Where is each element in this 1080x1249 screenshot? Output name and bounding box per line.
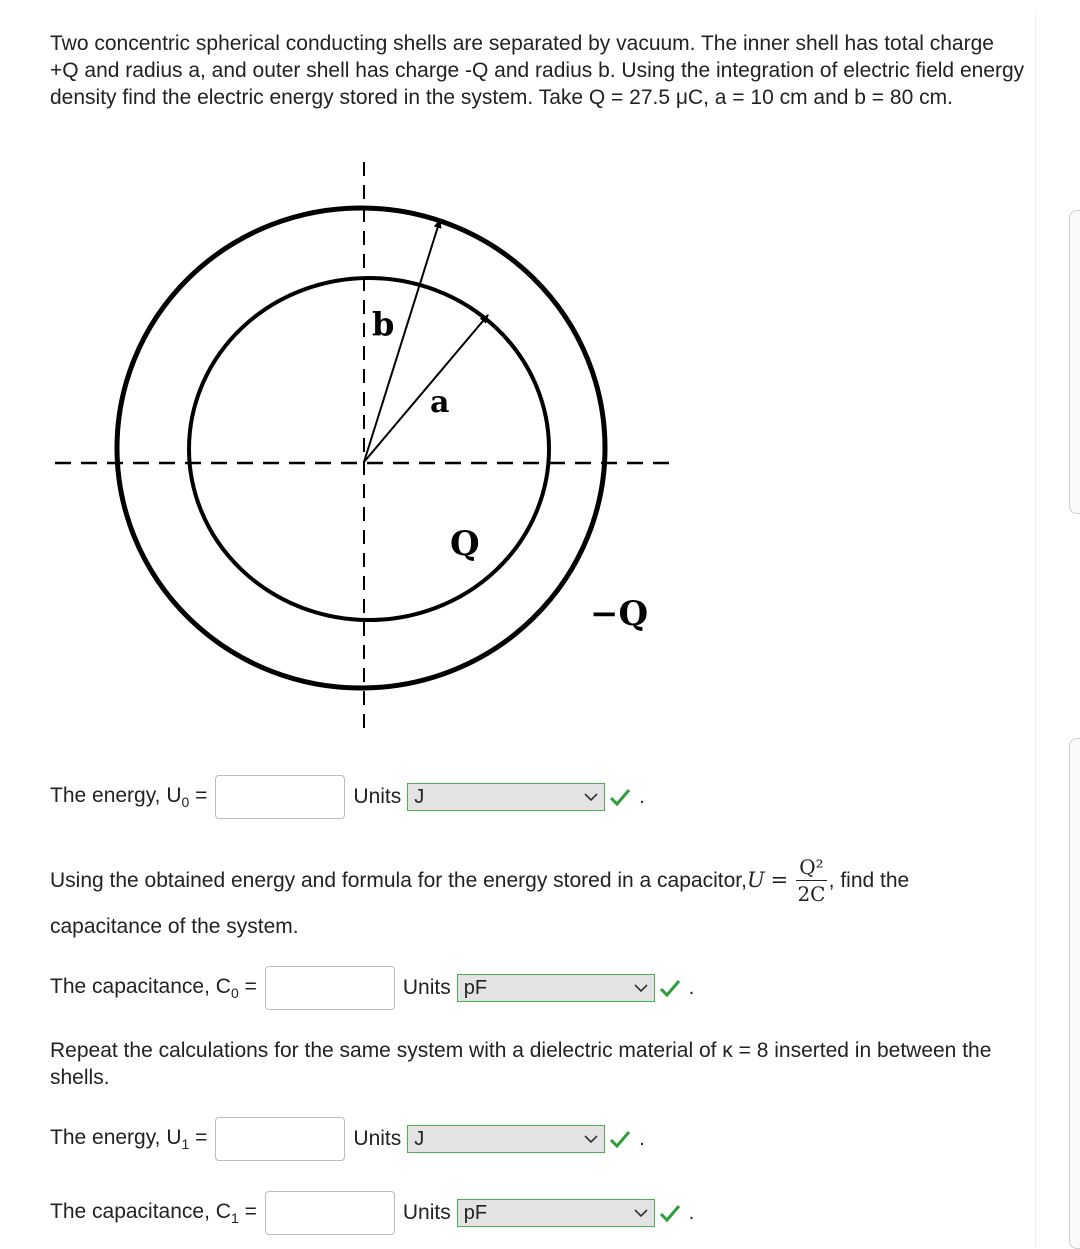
c0-input[interactable] bbox=[265, 966, 395, 1010]
c0-label: The capacitance, $C_0$ = bbox=[50, 974, 257, 1002]
answer-row-c0 bbox=[50, 964, 694, 1012]
check-icon bbox=[659, 978, 681, 998]
sentence-period: . bbox=[688, 1201, 695, 1224]
c1-unit-value: pF bbox=[463, 1201, 488, 1224]
c0-units-label: Units bbox=[402, 976, 451, 999]
sentence-period: . bbox=[639, 1127, 645, 1150]
u0-input[interactable] bbox=[215, 775, 345, 819]
u0-units-label: Units bbox=[353, 785, 402, 808]
answer-row-c1 bbox=[50, 1189, 694, 1237]
u1-label: The energy, $U_1$ = bbox=[50, 1125, 208, 1153]
label-inner-charge: Q bbox=[450, 524, 480, 564]
check-icon bbox=[609, 1129, 631, 1149]
u1-unit-value: J bbox=[414, 1127, 425, 1150]
chevron-down-icon bbox=[634, 983, 648, 993]
sentence-period: . bbox=[639, 785, 645, 808]
side-tab-upper[interactable] bbox=[1069, 210, 1080, 514]
dielectric-repeat-text: Repeat the calculations for the same system with a dielectric material of κ = 8 inserted in between the shells. bbox=[50, 1039, 992, 1089]
u1-unit-select[interactable] bbox=[407, 1125, 605, 1153]
answer-row-u1 bbox=[50, 1115, 645, 1163]
energy-formula-fraction: $\frac{\text{Q²}}{2C}$ bbox=[797, 854, 826, 906]
chevron-down-icon bbox=[634, 1208, 648, 1218]
c1-units-label: Units bbox=[402, 1201, 451, 1224]
c1-label: The capacitance, $C_1$ = bbox=[50, 1199, 257, 1227]
label-b: b bbox=[372, 305, 395, 343]
concentric-shells-figure bbox=[45, 160, 685, 740]
check-icon bbox=[609, 787, 631, 807]
side-tab-lower[interactable] bbox=[1069, 738, 1080, 1249]
label-outer-charge: −Q bbox=[590, 594, 649, 634]
check-icon bbox=[659, 1203, 681, 1223]
answer-row-u0 bbox=[50, 773, 645, 821]
c0-unit-select[interactable] bbox=[457, 974, 655, 1002]
chevron-down-icon bbox=[584, 792, 598, 802]
c0-unit-value: pF bbox=[463, 976, 488, 999]
page-edge-line bbox=[1035, 14, 1036, 1247]
u0-unit-value: J bbox=[414, 785, 425, 808]
chevron-down-icon bbox=[584, 1134, 598, 1144]
c1-unit-select[interactable] bbox=[457, 1199, 655, 1227]
sentence-period: . bbox=[688, 976, 695, 999]
u1-units-label: Units bbox=[353, 1127, 402, 1150]
c1-input[interactable] bbox=[265, 1191, 395, 1235]
u0-label: The energy, $U_0$ = bbox=[50, 783, 208, 811]
capacitor-formula-text: Using the obtained energy and formula for the energy stored in a capacitor, U = $\frac{\text{Q²}}{2C}$ , find the capacitance of the system. bbox=[50, 854, 910, 938]
u1-input[interactable] bbox=[215, 1117, 345, 1161]
problem-statement: Two concentric spherical conducting shells are separated by vacuum. The inner shell has total charge +Q and radius a, and outer shell has charge -Q and radius b. Using the integration of electric field energy density find the electric energy stored in the system. Take Q = 27.5 μC, a = 10 cm and b = 80 cm. bbox=[50, 32, 1025, 109]
label-a: a bbox=[430, 385, 450, 420]
u0-unit-select[interactable] bbox=[407, 783, 605, 811]
